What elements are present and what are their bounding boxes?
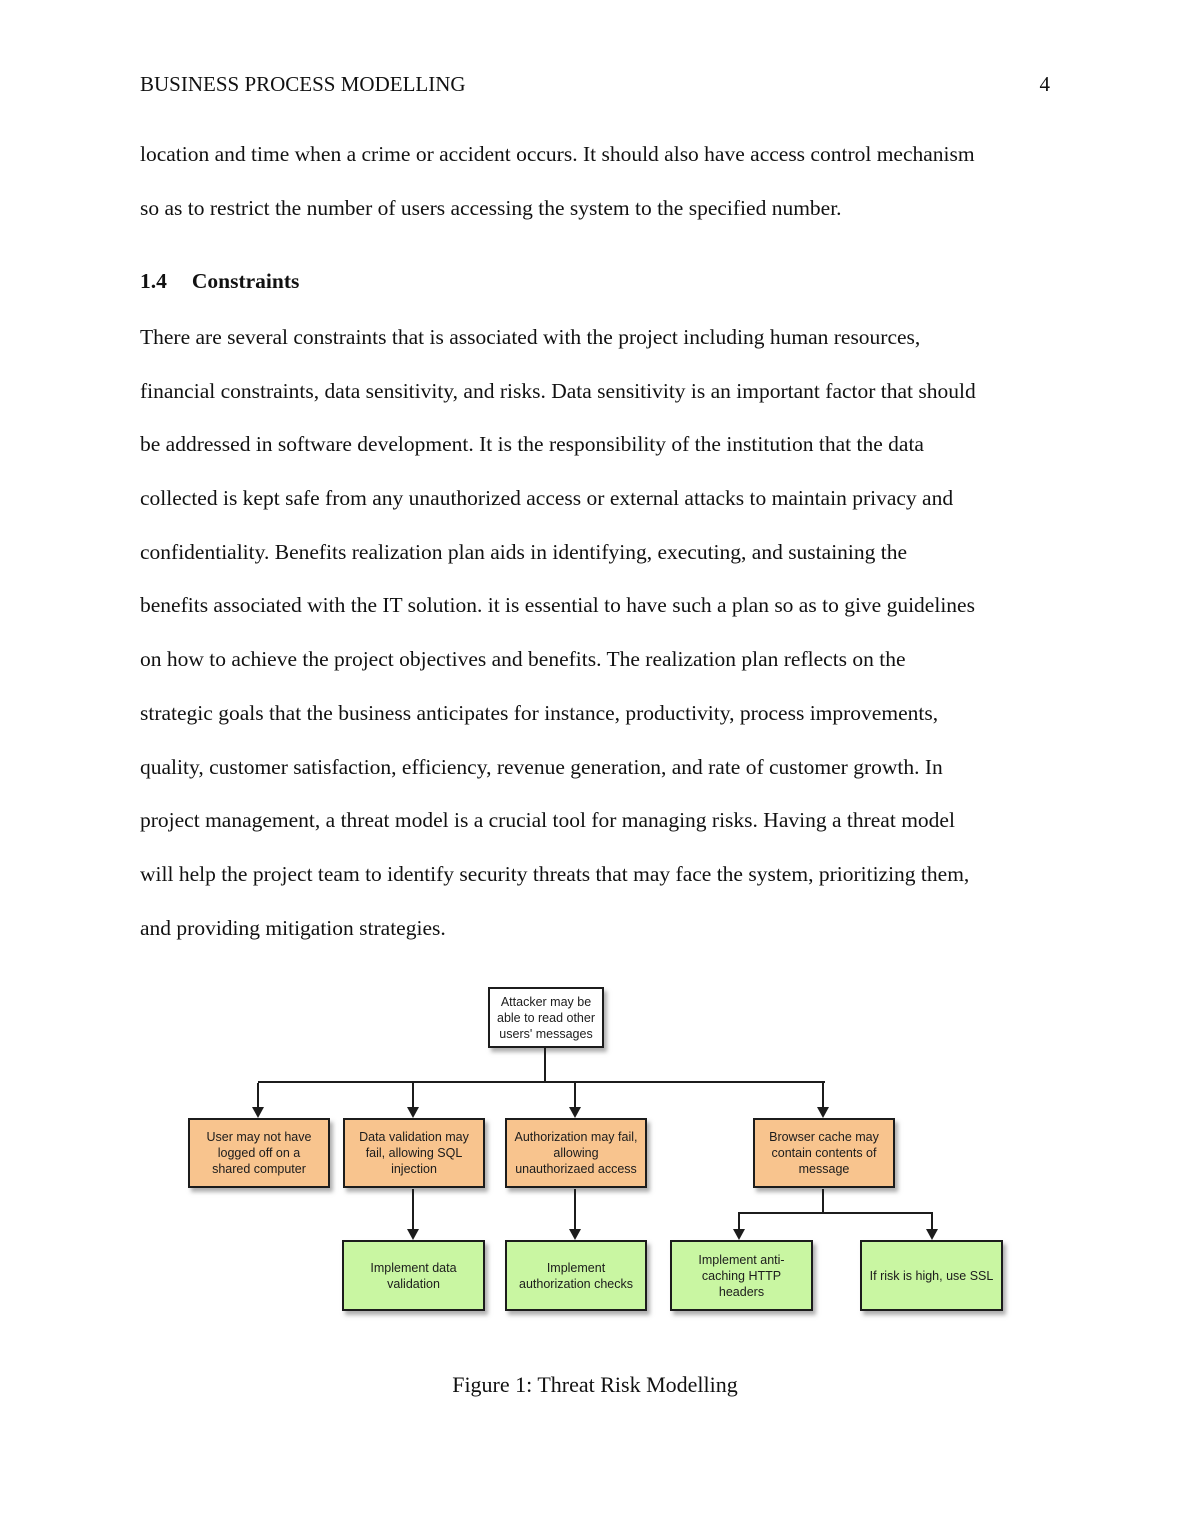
arrowhead-down-icon	[569, 1229, 581, 1240]
body-line: confidentiality. Benefits realization plan aids in identifying, executing, and sustaining the	[140, 540, 908, 564]
body-line: on how to achieve the project objectives and benefits. The realization plan reflects on the	[140, 647, 906, 671]
section-number: 1.4	[140, 269, 167, 293]
connector-split-line	[738, 1212, 933, 1214]
connector-stem	[931, 1214, 933, 1230]
connector-stem	[257, 1083, 259, 1109]
connector-branch-line	[258, 1081, 825, 1083]
diagram-node-threat-authorization: Authorization may fail, allowing unauthorizaed access	[505, 1118, 647, 1188]
arrowhead-down-icon	[407, 1107, 419, 1118]
arrowhead-down-icon	[407, 1229, 419, 1240]
diagram-node-threat-shared-computer: User may not have logged off on a shared computer	[188, 1118, 330, 1188]
diagram-node-threat-browser-cache: Browser cache may contain contents of message	[753, 1118, 895, 1188]
diagram-node-threat-data-validation: Data validation may fail, allowing SQL injection	[343, 1118, 485, 1188]
body-line: There are several constraints that is associated with the project including human resources,	[140, 325, 921, 349]
connector-stem	[822, 1083, 824, 1109]
body-line: quality, customer satisfaction, efficiency, revenue generation, and rate of customer growth. In	[140, 755, 943, 779]
body-line: strategic goals that the business anticipates for instance, productivity, process improvements,	[140, 701, 939, 725]
body-line: collected is kept safe from any unauthorized access or external attacks to maintain privacy and	[140, 486, 954, 510]
diagram-node-root-threat: Attacker may be able to read other users' messages	[488, 987, 604, 1048]
connector-stem	[822, 1189, 824, 1214]
connector-root-stem	[544, 1048, 546, 1082]
diagram-node-mitigation-anticaching-headers: Implement anti-caching HTTP headers	[670, 1240, 813, 1311]
connector-stem	[412, 1083, 414, 1109]
body-line: financial constraints, data sensitivity, and risks. Data sensitivity is an important factor that should	[140, 379, 976, 403]
body-line: will help the project team to identify security threats that may face the system, prioritizing them,	[140, 862, 970, 886]
arrowhead-down-icon	[817, 1107, 829, 1118]
body-line: so as to restrict the number of users accessing the system to the specified number.	[140, 196, 842, 220]
arrowhead-down-icon	[569, 1107, 581, 1118]
connector-stem	[738, 1214, 740, 1230]
running-head: BUSINESS PROCESS MODELLING	[140, 72, 466, 96]
page-number: 4	[1039, 72, 1050, 96]
connector-stem	[574, 1083, 576, 1109]
connector-stem	[412, 1189, 414, 1230]
section-heading	[140, 270, 299, 293]
body-line: project management, a threat model is a crucial tool for managing risks. Having a threat model	[140, 808, 955, 832]
connector-stem	[574, 1189, 576, 1230]
page-header	[140, 73, 1050, 96]
section-title: Constraints	[191, 269, 300, 293]
diagram-node-mitigation-use-ssl: If risk is high, use SSL	[860, 1240, 1003, 1311]
diagram-node-mitigation-authorization-checks: Implement authorization checks	[505, 1240, 647, 1311]
figure-caption: Figure 1: Threat Risk Modelling	[452, 1372, 738, 1397]
body-line: location and time when a crime or accident occurs. It should also have access control mechanism	[140, 142, 975, 166]
body-line: benefits associated with the IT solution. it is essential to have such a plan so as to give guidelines	[140, 593, 975, 617]
arrowhead-down-icon	[926, 1229, 938, 1240]
arrowhead-down-icon	[733, 1229, 745, 1240]
arrowhead-down-icon	[252, 1107, 264, 1118]
body-line: be addressed in software development. It is the responsibility of the institution that the data	[140, 432, 924, 456]
body-line: and providing mitigation strategies.	[140, 916, 446, 940]
diagram-node-mitigation-data-validation: Implement data validation	[342, 1240, 485, 1311]
